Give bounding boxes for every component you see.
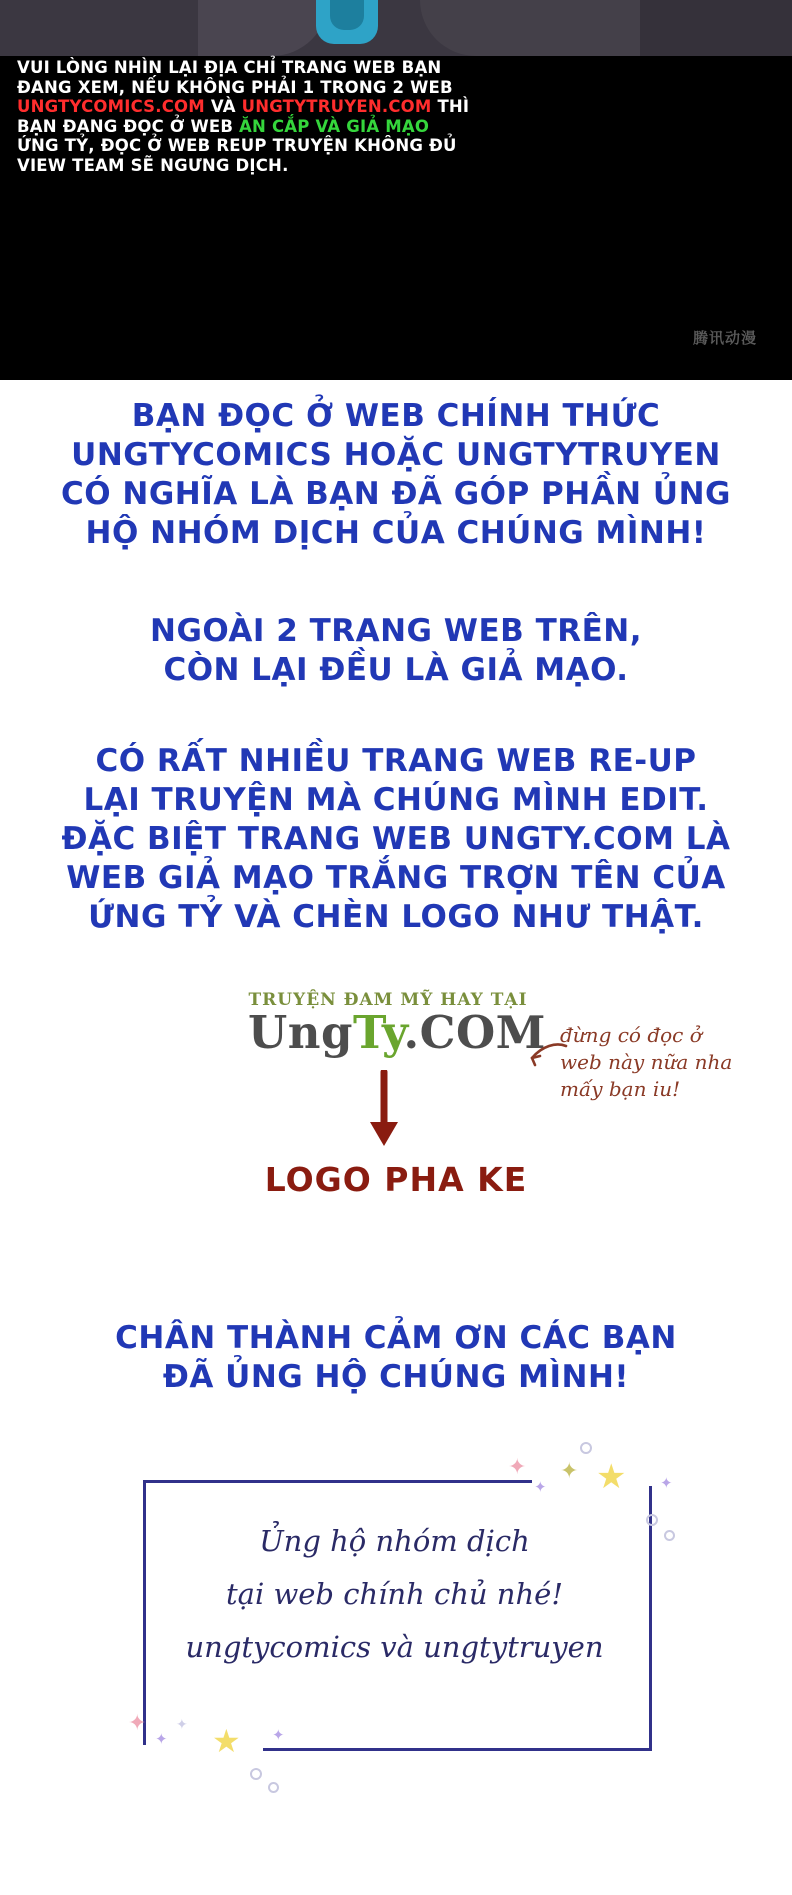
decor-star-small: ✦ [176,1717,188,1733]
note-line: đừng có đọc ở [560,1023,702,1047]
message-line: CÒN LẠI ĐỀU LÀ GIẢ MẠO. [163,652,629,688]
support-callout-text [143,1515,646,1674]
note-line: mấy bạn iu! [560,1077,681,1101]
decor-sparkle: ✦ [660,1474,673,1492]
fake-logo-part2: Ty [352,1006,404,1059]
comic-artwork-strip [0,0,792,56]
box-notch-top-right [532,1480,652,1486]
fake-logo-tagline: TRUYỆN ĐAM MỸ HAY TẠI [248,990,528,1010]
decor-sparkle: ✦ [155,1730,168,1748]
message-line: ĐÃ ỦNG HỘ CHÚNG MÌNH! [162,1359,630,1395]
message-line: CÓ RẤT NHIỀU TRANG WEB RE-UP [95,743,697,779]
notice-line: VUI LÒNG NHÌN LẠI ĐỊA CHỈ TRANG WEB BẠN [17,58,442,77]
decor-star-pink: ✦ [128,1711,147,1736]
decor-dot [250,1768,262,1780]
fake-logo-part3: .COM [403,1006,546,1059]
notice-line: ỨNG TỶ, ĐỌC Ở WEB REUP TRUYỆN KHÔNG ĐỦ [17,136,457,155]
decor-star-pink: ✦ [508,1455,527,1480]
decor-sparkle: ✦ [272,1726,285,1744]
fake-logo-wordmark [248,1006,546,1059]
decor-dot [580,1442,592,1454]
handwritten-warning-note [560,1022,760,1103]
callout-line: tại web chính chủ nhé! [226,1577,563,1611]
piracy-notice-text [17,58,497,175]
fake-site-logo [248,990,546,1059]
artwork-shape-blue-dark [330,0,364,30]
decor-dot [646,1514,658,1526]
comic-top-panel [0,0,792,380]
message-line: ĐẶC BIỆT TRANG WEB UNGTY.COM LÀ [61,821,731,857]
message-block-official-sites [0,397,792,553]
message-block-fake-warning [0,612,792,690]
decor-star-yellow: ★ [212,1722,241,1760]
callout-line: Ủng hộ nhóm dịch [259,1524,530,1558]
notice-line: ĐANG XEM, NẾU KHÔNG PHẢI 1 TRONG 2 WEB [17,77,453,97]
fake-logo-caption: LOGO PHA KE [264,1160,528,1199]
message-line: CHÂN THÀNH CẢM ƠN CÁC BẠN [115,1320,677,1356]
notice-line: UNGTYCOMICS.COM VÀ UNGTYTRUYEN.COM THÌ [17,97,470,116]
artwork-shape-right [420,0,650,56]
decor-star-small: ✦ [560,1459,579,1484]
announcement-body [0,380,792,1895]
note-line: web này nữa nha [560,1050,733,1074]
fake-logo-part1: Ung [248,1006,353,1059]
down-arrow-icon [364,1070,404,1148]
publisher-watermark: 腾讯动漫 [692,329,757,347]
decor-dot [664,1530,675,1541]
message-line: CÓ NGHĨA LÀ BẠN ĐÃ GÓP PHẦN ỦNG [61,476,731,512]
decor-sparkle: ✦ [534,1478,547,1496]
message-line: LẠI TRUYỆN MÀ CHÚNG MÌNH EDIT. [83,782,709,818]
artwork-shape-far-right [640,0,792,56]
decor-star-yellow: ★ [596,1457,627,1497]
decor-dot [268,1782,279,1793]
message-line: UNGTYCOMICS HOẶC UNGTYTRUYEN [71,437,721,473]
notice-line: BẠN ĐANG ĐỌC Ở WEB ĂN CẮP VÀ GIẢ MẠO [17,116,430,136]
message-block-reup-warning [0,742,792,937]
message-line: BẠN ĐỌC Ở WEB CHÍNH THỨC [131,398,661,434]
message-line: WEB GIẢ MẠO TRẮNG TRỢN TÊN CỦA [66,860,726,896]
callout-line: ungtycomics và ungtytruyen [185,1630,604,1664]
message-line: NGOÀI 2 TRANG WEB TRÊN, [150,613,642,649]
notice-line: VIEW TEAM SẼ NGƯNG DỊCH. [17,155,289,175]
message-line: HỘ NHÓM DỊCH CỦA CHÚNG MÌNH! [85,515,707,551]
artwork-shape-left [198,0,328,56]
message-block-thanks [0,1319,792,1397]
message-line: ỨNG TỶ VÀ CHÈN LOGO NHƯ THẬT. [88,899,704,935]
